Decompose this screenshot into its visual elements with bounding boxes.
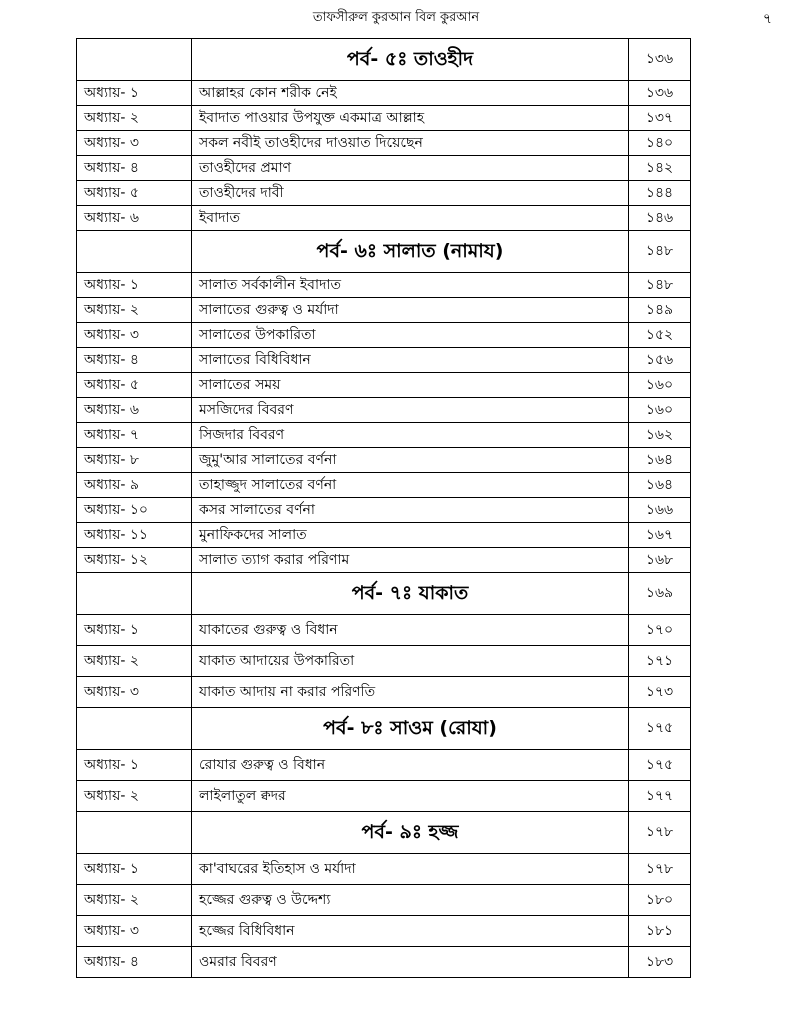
chapter-page-number: ১৬৭ bbox=[629, 523, 691, 548]
chapter-title: সালাত সর্বকালীন ইবাদাত bbox=[192, 273, 629, 298]
chapter-page-number: ১৮০ bbox=[629, 885, 691, 916]
chapter-label: অধ্যায়- ৩ bbox=[77, 916, 192, 947]
part-empty-cell bbox=[77, 231, 192, 273]
chapter-page-number: ১৪২ bbox=[629, 156, 691, 181]
chapter-label: অধ্যায়- ৩ bbox=[77, 323, 192, 348]
chapter-row bbox=[77, 298, 691, 323]
chapter-page-number: ১৭৫ bbox=[629, 750, 691, 781]
chapter-title: কা'বাঘরের ইতিহাস ও মর্যাদা bbox=[192, 854, 629, 885]
chapter-label: অধ্যায়- ৬ bbox=[77, 206, 192, 231]
chapter-row bbox=[77, 677, 691, 708]
chapter-label: অধ্যায়- ১ bbox=[77, 750, 192, 781]
chapter-title: ইবাদাত bbox=[192, 206, 629, 231]
chapter-label: অধ্যায়- ৬ bbox=[77, 398, 192, 423]
part-row bbox=[77, 231, 691, 273]
chapter-label: অধ্যায়- ৭ bbox=[77, 423, 192, 448]
chapter-title: সিজদার বিবরণ bbox=[192, 423, 629, 448]
part-title: পর্ব- ৬ঃ সালাত (নামায) bbox=[192, 231, 629, 273]
chapter-title: হজ্জের গুরুত্ব ও উদ্দেশ্য bbox=[192, 885, 629, 916]
chapter-page-number: ১৬২ bbox=[629, 423, 691, 448]
chapter-label: অধ্যায়- ৫ bbox=[77, 373, 192, 398]
chapter-page-number: ১৩৭ bbox=[629, 106, 691, 131]
chapter-row bbox=[77, 106, 691, 131]
chapter-label: অধ্যায়- ২ bbox=[77, 885, 192, 916]
chapter-page-number: ১৬০ bbox=[629, 398, 691, 423]
chapter-title: সালাত ত্যাগ করার পরিণাম bbox=[192, 548, 629, 573]
chapter-title: সালাতের বিধিবিধান bbox=[192, 348, 629, 373]
part-page-number: ১৭৫ bbox=[629, 708, 691, 750]
page-header bbox=[0, 10, 792, 30]
chapter-label: অধ্যায়- ১২ bbox=[77, 548, 192, 573]
chapter-title: তাওহীদের দাবী bbox=[192, 181, 629, 206]
chapter-row bbox=[77, 181, 691, 206]
chapter-page-number: ১৩৬ bbox=[629, 81, 691, 106]
chapter-label: অধ্যায়- ১ bbox=[77, 273, 192, 298]
chapter-title: রোযার গুরুত্ব ও বিধান bbox=[192, 750, 629, 781]
chapter-title: সকল নবীই তাওহীদের দাওয়াত দিয়েছেন bbox=[192, 131, 629, 156]
chapter-row bbox=[77, 916, 691, 947]
chapter-row bbox=[77, 646, 691, 677]
chapter-label: অধ্যায়- ২ bbox=[77, 298, 192, 323]
chapter-title: ইবাদাত পাওয়ার উপযুক্ত একমাত্র আল্লাহ bbox=[192, 106, 629, 131]
chapter-label: অধ্যায়- ৪ bbox=[77, 156, 192, 181]
chapter-title: আল্লাহর কোন শরীক নেই bbox=[192, 81, 629, 106]
part-empty-cell bbox=[77, 708, 192, 750]
chapter-row bbox=[77, 273, 691, 298]
part-title: পর্ব- ৫ঃ তাওহীদ bbox=[192, 39, 629, 81]
chapter-label: অধ্যায়- ২ bbox=[77, 106, 192, 131]
chapter-label: অধ্যায়- ৫ bbox=[77, 181, 192, 206]
chapter-page-number: ১৭৭ bbox=[629, 781, 691, 812]
chapter-page-number: ১৭৩ bbox=[629, 677, 691, 708]
part-empty-cell bbox=[77, 812, 192, 854]
chapter-label: অধ্যায়- ৪ bbox=[77, 947, 192, 978]
chapter-label: অধ্যায়- ৩ bbox=[77, 131, 192, 156]
part-title: পর্ব- ৯ঃ হজ্জ bbox=[192, 812, 629, 854]
chapter-page-number: ১৬৮ bbox=[629, 548, 691, 573]
chapter-title: হজ্জের বিধিবিধান bbox=[192, 916, 629, 947]
part-row bbox=[77, 39, 691, 81]
part-page-number: ১৭৮ bbox=[629, 812, 691, 854]
book-title: তাফসীরুল কুরআন বিল কুরআন bbox=[312, 10, 480, 25]
part-title: পর্ব- ৭ঃ যাকাত bbox=[192, 573, 629, 615]
chapter-row bbox=[77, 548, 691, 573]
chapter-label: অধ্যায়- ১১ bbox=[77, 523, 192, 548]
chapter-row bbox=[77, 373, 691, 398]
chapter-row bbox=[77, 523, 691, 548]
chapter-row bbox=[77, 81, 691, 106]
chapter-title: তাহাজ্জুদ সালাতের বর্ণনা bbox=[192, 473, 629, 498]
chapter-page-number: ১৭১ bbox=[629, 646, 691, 677]
chapter-title: মসজিদের বিবরণ bbox=[192, 398, 629, 423]
chapter-page-number: ১৪৪ bbox=[629, 181, 691, 206]
part-page-number: ১৩৬ bbox=[629, 39, 691, 81]
chapter-row bbox=[77, 448, 691, 473]
part-row bbox=[77, 708, 691, 750]
chapter-title: জুমু'আর সালাতের বর্ণনা bbox=[192, 448, 629, 473]
part-page-number: ১৬৯ bbox=[629, 573, 691, 615]
chapter-page-number: ১৬০ bbox=[629, 373, 691, 398]
chapter-label: অধ্যায়- ৩ bbox=[77, 677, 192, 708]
chapter-label: অধ্যায়- ১ bbox=[77, 615, 192, 646]
chapter-label: অধ্যায়- ৮ bbox=[77, 448, 192, 473]
chapter-title: যাকাতের গুরুত্ব ও বিধান bbox=[192, 615, 629, 646]
part-empty-cell bbox=[77, 39, 192, 81]
chapter-page-number: ১৬৪ bbox=[629, 473, 691, 498]
chapter-label: অধ্যায়- ১ bbox=[77, 854, 192, 885]
chapter-title: সালাতের সময় bbox=[192, 373, 629, 398]
chapter-page-number: ১৭০ bbox=[629, 615, 691, 646]
chapter-title: যাকাত আদায় না করার পরিণতি bbox=[192, 677, 629, 708]
chapter-page-number: ১৮১ bbox=[629, 916, 691, 947]
part-row bbox=[77, 812, 691, 854]
table-of-contents bbox=[76, 38, 691, 978]
chapter-title: সালাতের উপকারিতা bbox=[192, 323, 629, 348]
chapter-row bbox=[77, 473, 691, 498]
chapter-title: যাকাত আদায়ের উপকারিতা bbox=[192, 646, 629, 677]
chapter-row bbox=[77, 423, 691, 448]
page-number: ৭ bbox=[762, 11, 772, 27]
chapter-row bbox=[77, 854, 691, 885]
chapter-title: লাইলাতুল ক্বদর bbox=[192, 781, 629, 812]
part-empty-cell bbox=[77, 573, 192, 615]
chapter-label: অধ্যায়- ১০ bbox=[77, 498, 192, 523]
chapter-row bbox=[77, 131, 691, 156]
chapter-label: অধ্যায়- ২ bbox=[77, 781, 192, 812]
chapter-label: অধ্যায়- ১ bbox=[77, 81, 192, 106]
chapter-title: ওমরার বিবরণ bbox=[192, 947, 629, 978]
chapter-title: তাওহীদের প্রমাণ bbox=[192, 156, 629, 181]
toc-body bbox=[77, 39, 691, 978]
chapter-label: অধ্যায়- ২ bbox=[77, 646, 192, 677]
chapter-page-number: ১৫২ bbox=[629, 323, 691, 348]
part-title: পর্ব- ৮ঃ সাওম (রোযা) bbox=[192, 708, 629, 750]
chapter-label: অধ্যায়- ৯ bbox=[77, 473, 192, 498]
chapter-label: অধ্যায়- ৪ bbox=[77, 348, 192, 373]
chapter-title: কসর সালাতের বর্ণনা bbox=[192, 498, 629, 523]
chapter-row bbox=[77, 615, 691, 646]
chapter-row bbox=[77, 750, 691, 781]
chapter-page-number: ১৪৬ bbox=[629, 206, 691, 231]
chapter-row bbox=[77, 206, 691, 231]
chapter-row bbox=[77, 348, 691, 373]
chapter-title: সালাতের গুরুত্ব ও মর্যাদা bbox=[192, 298, 629, 323]
chapter-row bbox=[77, 947, 691, 978]
chapter-row bbox=[77, 781, 691, 812]
chapter-page-number: ১৮৩ bbox=[629, 947, 691, 978]
chapter-page-number: ১৬৪ bbox=[629, 448, 691, 473]
chapter-page-number: ১৪৯ bbox=[629, 298, 691, 323]
chapter-page-number: ১৬৬ bbox=[629, 498, 691, 523]
part-page-number: ১৪৮ bbox=[629, 231, 691, 273]
chapter-page-number: ১৪০ bbox=[629, 131, 691, 156]
chapter-row bbox=[77, 398, 691, 423]
chapter-page-number: ১৪৮ bbox=[629, 273, 691, 298]
chapter-page-number: ১৭৮ bbox=[629, 854, 691, 885]
chapter-row bbox=[77, 156, 691, 181]
chapter-page-number: ১৫৬ bbox=[629, 348, 691, 373]
chapter-title: মুনাফিকদের সালাত bbox=[192, 523, 629, 548]
chapter-row bbox=[77, 885, 691, 916]
part-row bbox=[77, 573, 691, 615]
chapter-row bbox=[77, 323, 691, 348]
chapter-row bbox=[77, 498, 691, 523]
